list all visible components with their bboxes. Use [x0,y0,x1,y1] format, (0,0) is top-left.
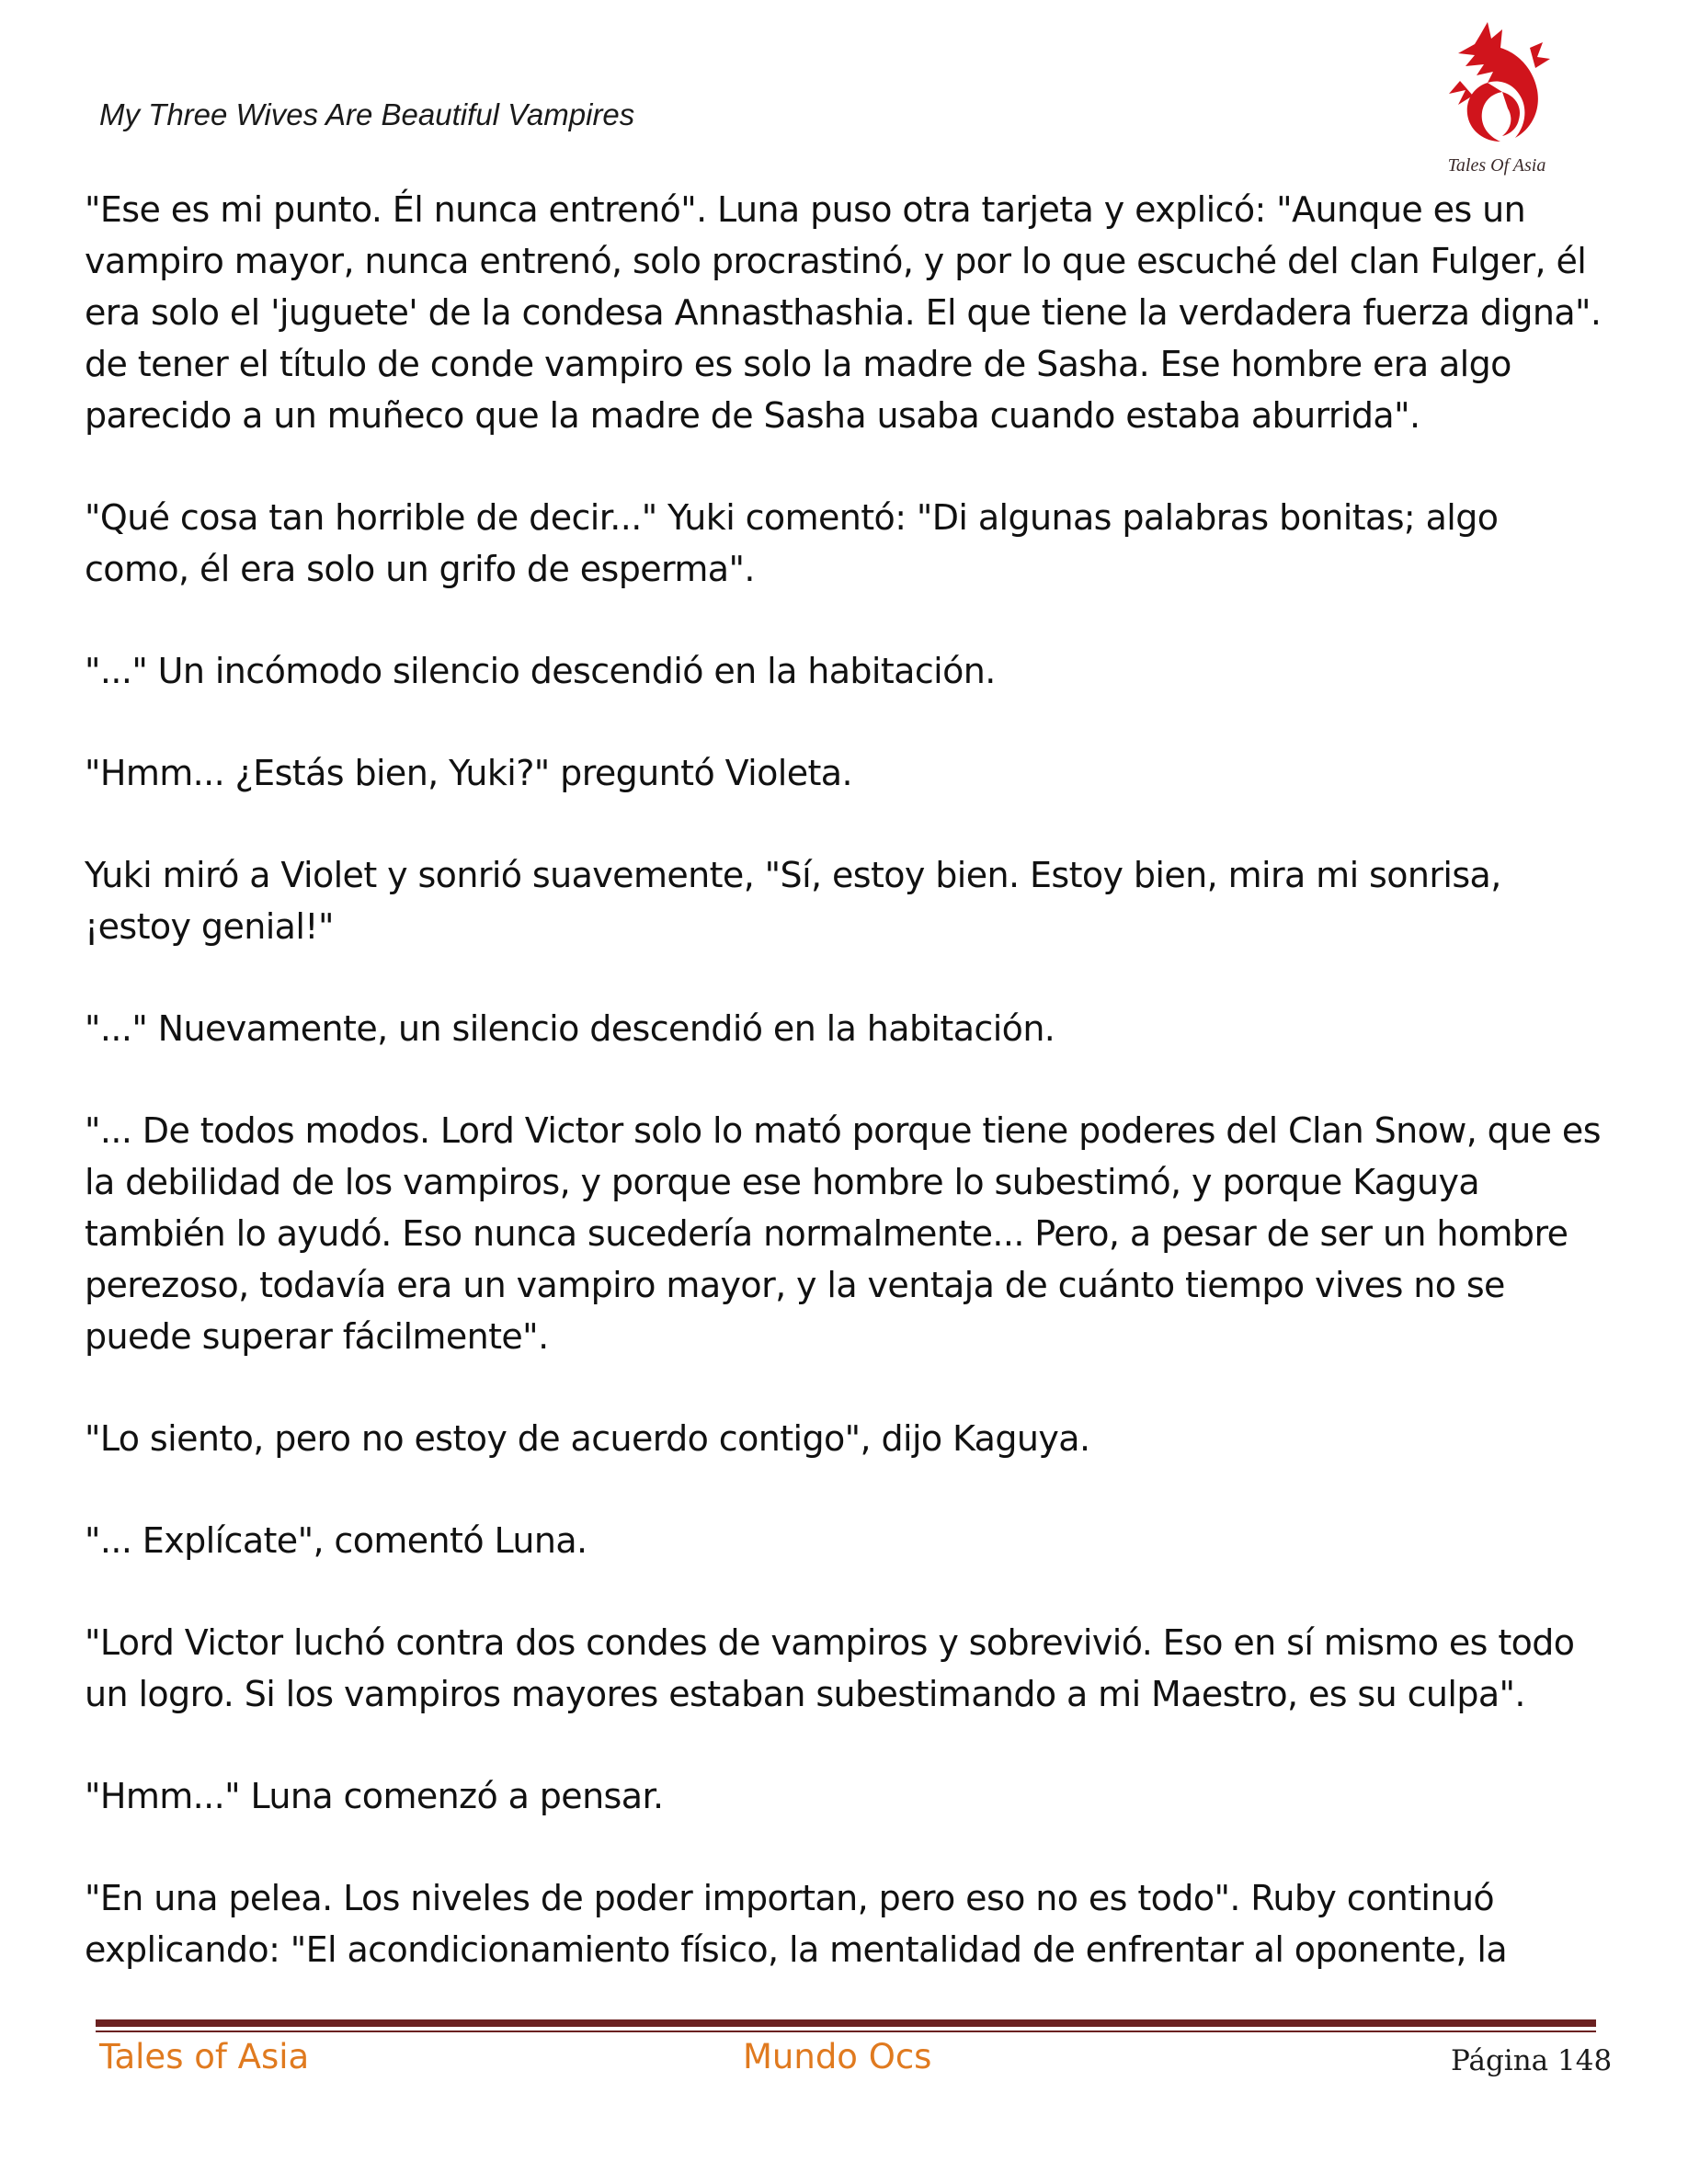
footer-divider-thin [96,2030,1596,2032]
paragraph: "..." Nuevamente, un silencio descendió en la habitación. [85,1008,1055,1049]
footer-divider [96,2019,1596,2027]
paragraph: "Qué cosa tan horrible de decir..." Yuki comentó: "Di algunas palabras bonitas; algo como, él era solo un grifo de esperma". [85,497,1499,589]
paragraph: "... Explícate", comentó Luna. [85,1520,587,1561]
red-dragon-logo [1423,17,1570,182]
paragraph: "... De todos modos. Lord Victor solo lo mató porque tiene poderes del Clan Snow, que es la debilidad de los vampiros, y porque ese hombre lo subestimó, y porque Kaguya también lo ayudó. Eso nunca sucedería normalmente... Pero, a pesar de ser un hombre perezoso, todavía era un vampiro mayor, y la ventaja de cuánto tiempo vives no se puede superar fácilmente". [85,1110,1601,1357]
paragraph: "..." Un incómodo silencio descendió en la habitación. [85,651,996,691]
page-number: Página 148 [1451,2044,1613,2077]
document-body [85,184,1611,2026]
book-title: My Three Wives Are Beautiful Vampires [99,97,635,131]
logo-text: Tales Of Asia [1447,155,1546,176]
paragraph: Yuki miró a Violet y sonrió suavemente, "Sí, estoy bien. Estoy bien, mira mi sonrisa, ¡estoy genial!" [85,855,1501,947]
paragraph: "En una pelea. Los niveles de poder importan, pero eso no es todo". Ruby continuó explicando: "El acondicionamiento físico, la mentalidad de enfrentar al oponente, la [85,1878,1508,1970]
footer-group-name: Mundo Ocs [743,2037,932,2076]
dragon-icon [1449,22,1550,142]
paragraph: "Hmm..." Luna comenzó a pensar. [85,1776,664,1816]
footer-site-name: Tales of Asia [99,2037,310,2076]
paragraph: "Hmm... ¿Estás bien, Yuki?" preguntó Violeta. [85,753,852,793]
paragraph: "Ese es mi punto. Él nunca entrenó". Luna puso otra tarjeta y explicó: "Aunque es un vampiro mayor, nunca entrenó, solo procrastinó, y por lo que escuché del clan Fulger, él era solo el 'juguete' de la condesa Annasthashia. El que tiene la verdadera fuerza digna". de tener el título de conde vampiro es solo la madre de Sasha. Ese hombre era algo parecido a un muñeco que la madre de Sasha usaba cuando estaba aburrida". [85,189,1602,436]
paragraph: "Lord Victor luchó contra dos condes de vampiros y sobrevivió. Eso en sí mismo es todo un logro. Si los vampiros mayores estaban subestimando a mi Maestro, es su culpa". [85,1622,1575,1714]
paragraph: "Lo siento, pero no estoy de acuerdo contigo", dijo Kaguya. [85,1418,1090,1459]
